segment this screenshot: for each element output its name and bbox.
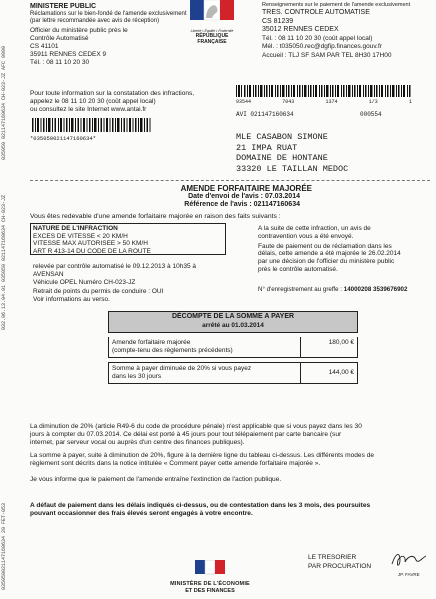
- send-date-value: 07.03.2014: [264, 193, 300, 200]
- info-line: Pour toute information sur la constatation des infractions,: [30, 90, 195, 97]
- header-right-line: CS 81239: [262, 17, 294, 25]
- paragraph-payment-modes: [30, 452, 434, 468]
- suite-line: Faute de paiement ou de réclamation dans les: [258, 242, 392, 250]
- recipient-line: MLE CASABON SIMONE: [236, 132, 328, 142]
- header-left-lines: [30, 11, 200, 67]
- decompte-subtitle: arrêté au 01.03.2014: [202, 321, 264, 329]
- signature-block: [308, 553, 371, 571]
- suite-line: contravention vous a été envoyé.: [258, 232, 354, 240]
- recipient-line: 33320 LE TAILLAN MEDOC: [236, 163, 349, 174]
- reference-code: 93544: [236, 99, 252, 105]
- infraction-heading: NATURE DE L'INFRACTION: [33, 225, 118, 232]
- infraction-line: ART R 413-14 DU CODE DE LA ROUTE: [33, 247, 151, 255]
- header-right-line: 35012 RENNES CEDEX: [262, 26, 339, 34]
- reference-value: 021147160634: [253, 201, 300, 208]
- signature-name: JP. FAVRE: [398, 572, 420, 577]
- reference-codes: [236, 99, 412, 105]
- header-left: [30, 2, 200, 67]
- barcode-icon: [32, 118, 152, 132]
- ministry-emblem-icon: [195, 560, 225, 576]
- infraction-detail: AVENSAN: [33, 271, 64, 279]
- recipient-line: DOMAINE DE HONTANE: [236, 153, 328, 163]
- header-left-line: 35911 RENNES CEDEX 9: [30, 51, 107, 59]
- infraction-line: EXCES DE VITESSE < 20 KM/H: [33, 232, 128, 240]
- header-right: [262, 2, 436, 60]
- infraction-block: [30, 223, 226, 304]
- infraction-detail: relevée par contrôle automatisé le 09.12.2013 à 10h35 à: [33, 263, 196, 270]
- reference-code: 1: [408, 99, 412, 105]
- side-code-top: 035050 021147160634 CH-023-JZ AFC 9999: [1, 45, 7, 160]
- info-line: ou consultez le site Internet www.antai.fr: [30, 106, 147, 113]
- divider: [30, 180, 430, 181]
- header-right-line: Renseignements sur le paiement de l'amende exclusivement: [262, 2, 411, 8]
- reference-code: 1/3: [368, 99, 378, 105]
- header-left-line: Tél. : 08 11 10 20 30: [30, 59, 90, 67]
- marianne-name: RÉPUBLIQUE FRANÇAISE: [195, 33, 229, 45]
- marianne-emblem-icon: [184, 0, 240, 24]
- paragraph-extinction: Je vous informe que le paiement de l'amende entraîne l'extinction de l'action publique.: [30, 476, 282, 483]
- footer-ministry: [155, 560, 265, 598]
- decompte-table: [108, 311, 358, 384]
- paragraph-line: La somme à payer, suite à diminution de 20%, figure à la dernière ligne du tableau ci-dessus. Les différents modes de: [30, 452, 375, 459]
- ministry-title: MINISTERE PUBLIC: [30, 3, 97, 10]
- paragraph-warning: [30, 502, 434, 518]
- paragraph-line: La diminution de 20% (article R49-6 du code de procédure pénale) n'est applicable que si vous payez dans les 30: [30, 423, 362, 430]
- signature-scribble-icon: [388, 548, 430, 570]
- infraction-detail: Voir informations au verso.: [33, 295, 110, 303]
- sequence-number: 000554: [360, 111, 382, 118]
- decompte-row-amount: 144,00 €: [300, 363, 357, 383]
- signature-delegation: PAR PROCURATION: [308, 563, 372, 570]
- suite-line: A la suite de cette infraction, un avis de: [258, 225, 371, 232]
- suite-block: [258, 225, 432, 274]
- info-block: [30, 90, 210, 114]
- reference-code: 7043: [282, 99, 295, 105]
- reference-label: Référence de l'avis :: [184, 201, 252, 208]
- reference-barcode-icon: [236, 85, 412, 97]
- header-right-line: Mél. : t035050.rec@dgfip.finances.gouv.fr: [262, 43, 382, 51]
- paragraph-reduction: [30, 423, 434, 447]
- suite-line: près le contrôle automatisé.: [258, 265, 338, 273]
- decompte-title: DÉCOMPTE DE LA SOMME A PAYER: [171, 313, 295, 320]
- decompte-row: [108, 362, 358, 384]
- decompte-row-label: Somme à payer diminuée de 20% si vous payez: [112, 364, 252, 372]
- greffe-value: 14000208 3539676902: [343, 286, 408, 293]
- decompte-row-sublabel: dans les 30 jours: [112, 372, 162, 380]
- footer-line1: MINISTÈRE DE L'ÉCONOMIE: [170, 581, 250, 587]
- footer-line2: ET DES FINANCES: [185, 587, 235, 594]
- decompte-row: [108, 337, 358, 358]
- barcode-number: *035050021147160634*: [30, 135, 97, 142]
- paragraph-line: pouvant occasionner des frais élevés seront engagés à votre encontre.: [30, 510, 253, 517]
- reference-barcode: [236, 84, 412, 96]
- infraction-detail: Véhicule OPEL Numéro CH-023-JZ: [33, 279, 136, 287]
- barcode: [32, 118, 152, 132]
- header-left-line: CS 41101: [30, 43, 59, 51]
- greffe-label: N° d'enregistrement au greffe :: [258, 286, 343, 293]
- header-right-line: Tél. : 08 11 10 20 30 (coût appel local): [262, 34, 373, 42]
- header-left-line: Contrôle Automatisé: [30, 35, 89, 43]
- paragraph-line: jours à compter du 07.03.2014. Ce délai est porté à 45 jours pour tout télépaiement par carte bancaire (sur: [30, 431, 342, 438]
- marianne-motto: Liberté • Égalité • Fraternité: [190, 29, 234, 33]
- header-right-line: TRES. CONTROLE AUTOMATISE: [262, 9, 370, 17]
- recipient-line: 21 IMPA RUAT: [236, 142, 298, 153]
- reference-row: [30, 201, 300, 209]
- greffe-row: [258, 286, 436, 293]
- decompte-row-amount: 180,00 €: [300, 337, 357, 357]
- header-left-line: Réclamations sur le bien-fondé de l'amende exclusivement: [30, 11, 187, 17]
- suite-line: délais, cette amende a été majorée le 26.02.2014: [258, 250, 401, 258]
- signature-role: LE TRESORIER: [308, 554, 357, 561]
- decompte-row-sublabel: (compte-tenu des règlements précédents): [112, 346, 233, 354]
- reference-code: 1374: [325, 99, 338, 105]
- header-right-line: Accueil : TLJ SF SAM PAR TEL 8H30 17H00: [262, 51, 392, 59]
- info-line: appelez le 08 11 10 20 30 (coût appel local): [30, 98, 156, 105]
- intro-text: Vous êtes redevable d'une amende forfaitaire majorée en raison des faits suivants :: [30, 213, 281, 220]
- send-date-label: Date d'envoi de l'avis :: [188, 193, 263, 200]
- paragraph-line: A défaut de paiement dans les délais indiqués ci-dessus, ou de contestation dans les 3 mois, des poursuites: [30, 502, 371, 509]
- suite-line: par une décision de l'officier du ministère public: [258, 258, 395, 266]
- side-code-bottom: 035050021147160634 20 FET-053: [1, 502, 7, 590]
- send-date-row: [30, 193, 300, 201]
- header-left-line: Officier du ministère public près le: [30, 27, 128, 35]
- header-left-line: (par lettre recommandée avec avis de réception): [30, 18, 160, 25]
- infraction-detail: Retrait de points du permis de conduire : OUI: [33, 287, 164, 295]
- infraction-line: VITESSE MAX AUTORISEE > 50 KM/H: [33, 240, 148, 247]
- side-code-middle: 032.06.13.04.01 035050 021147160634 CH-023-JZ: [1, 194, 7, 330]
- document-title: AMENDE FORFAITAIRE MAJORÉE: [180, 184, 312, 193]
- paragraph-line: internet, par serveur vocal ou auprès d'un centre des finances publiques).: [30, 439, 245, 446]
- paragraph-line: règlement sont décrits dans la notice intitulée « Comment payer cette amende forfaitaire majorée ».: [30, 460, 321, 467]
- recipient-address: [236, 132, 348, 174]
- handwritten-signature: [388, 548, 430, 570]
- marianne-logo: [184, 0, 240, 45]
- decompte-header: [108, 311, 358, 333]
- avi-number: AVI 021147160634: [236, 111, 294, 118]
- decompte-row-label: Amende forfaitaire majorée: [112, 338, 191, 346]
